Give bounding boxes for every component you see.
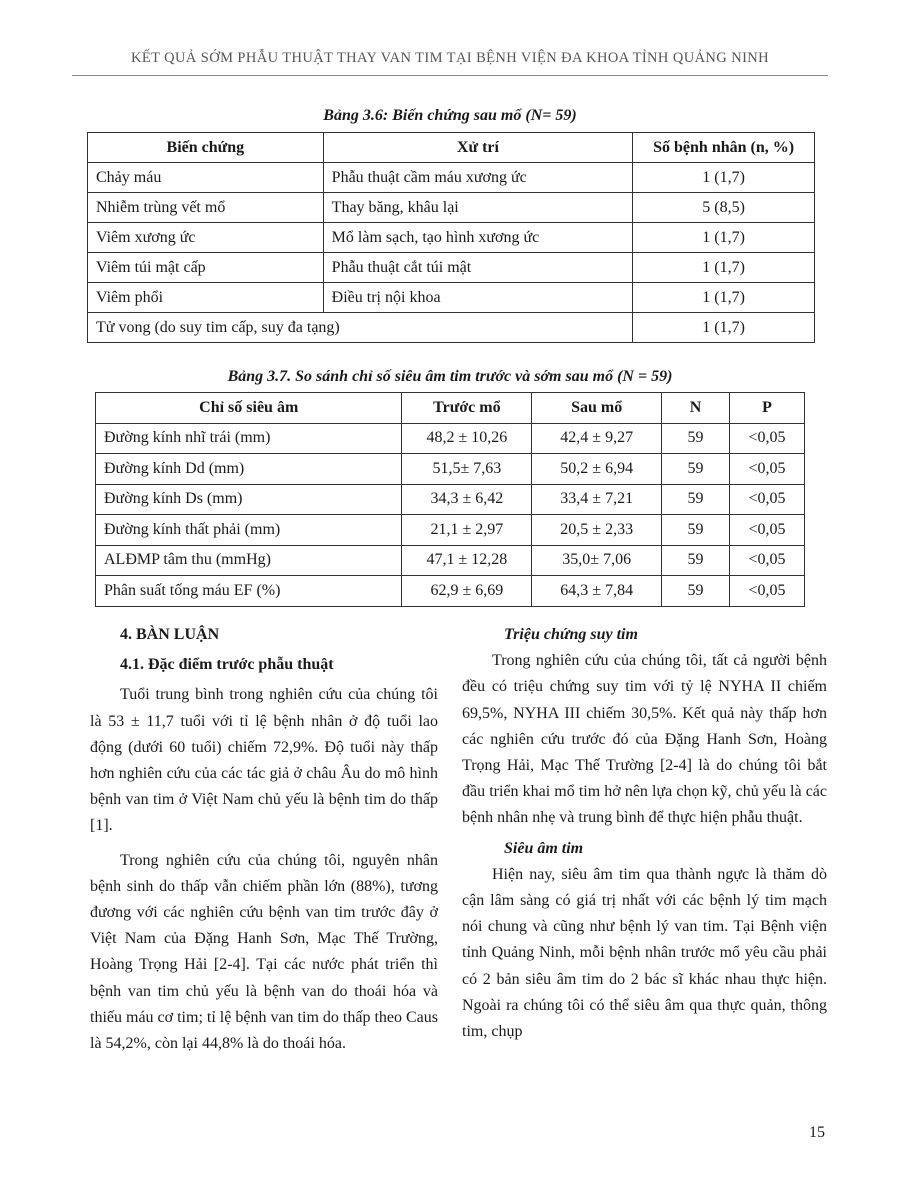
table-header-row bbox=[88, 133, 815, 163]
table-cell: 1 (1,7) bbox=[633, 163, 815, 193]
table-cell: <0,05 bbox=[730, 454, 805, 485]
column-header: Sau mổ bbox=[532, 393, 662, 424]
table-cell: Mổ làm sạch, tạo hình xương ức bbox=[323, 223, 633, 253]
table-row bbox=[96, 576, 805, 607]
complications-table bbox=[87, 132, 815, 343]
table-cell: 33,4 ± 7,21 bbox=[532, 484, 662, 515]
body-paragraph: Hiện nay, siêu âm tim qua thành ngực là thăm dò cận lâm sàng có giá trị nhất với các bệnh lý tim mạch nói chung và cũng như bệnh lý van tim. Tại Bệnh viện tỉnh Quảng Ninh, mỗi bệnh nhân trước mổ yêu cầu phải có 2 bản siêu âm tim do 2 bác sĩ khác nhau thực hiện. Ngoài ra chúng tôi có thể siêu âm qua thực quản, thông tim, chụp bbox=[462, 865, 827, 1041]
table-cell: 50,2 ± 6,94 bbox=[532, 454, 662, 485]
table-cell: Chảy máu bbox=[88, 163, 324, 193]
table-cell: Đường kính nhĩ trái (mm) bbox=[96, 423, 402, 454]
table-cell: 59 bbox=[662, 423, 730, 454]
table-cell: 59 bbox=[662, 454, 730, 485]
body-paragraph: Tuổi trung bình trong nghiên cứu của chúng tôi là 53 ± 11,7 tuổi với tỉ lệ bệnh nhân ở độ tuổi lao động (dưới 60 tuổi) chiếm 72,9%. Độ tuổi này thấp hơn nghiên cứu của các tác giả ở châu Âu do mô hình bệnh van tim ở Việt Nam chủ yếu là bệnh tim do thấp [1]. bbox=[90, 686, 438, 835]
table-cell: 20,5 ± 2,33 bbox=[532, 515, 662, 546]
column-header: Trước mổ bbox=[402, 393, 532, 424]
table-cell: 59 bbox=[662, 515, 730, 546]
table-cell: Đường kính Ds (mm) bbox=[96, 484, 402, 515]
subsection-heading: Siêu âm tim bbox=[504, 839, 584, 857]
subsection-heading: 4.1. Đặc điểm trước phẫu thuật bbox=[120, 656, 334, 674]
table-row bbox=[96, 484, 805, 515]
table-row bbox=[88, 163, 815, 193]
table-cell: 48,2 ± 10,26 bbox=[402, 423, 532, 454]
table-row bbox=[96, 515, 805, 546]
table-cell: Đường kính thất phải (mm) bbox=[96, 515, 402, 546]
table-cell: ALĐMP tâm thu (mmHg) bbox=[96, 545, 402, 576]
table-row bbox=[96, 454, 805, 485]
table-row bbox=[88, 283, 815, 313]
table-cell: 35,0± 7,06 bbox=[532, 545, 662, 576]
table-cell: 47,1 ± 12,28 bbox=[402, 545, 532, 576]
table-cell: 59 bbox=[662, 484, 730, 515]
table-header-row bbox=[96, 393, 805, 424]
left-column bbox=[90, 622, 438, 1057]
table-cell: 64,3 ± 7,84 bbox=[532, 576, 662, 607]
table-cell: Điều trị nội khoa bbox=[323, 283, 633, 313]
table-cell: 1 (1,7) bbox=[633, 313, 815, 343]
table-cell: Phẫu thuật cầm máu xương ức bbox=[323, 163, 633, 193]
table-cell: <0,05 bbox=[730, 576, 805, 607]
column-header: Xử trí bbox=[323, 133, 633, 163]
table-cell: 1 (1,7) bbox=[633, 283, 815, 313]
table-row bbox=[88, 223, 815, 253]
table-row bbox=[88, 313, 815, 343]
column-header: P bbox=[730, 393, 805, 424]
echocardiography-table bbox=[95, 392, 805, 607]
table-cell: 34,3 ± 6,42 bbox=[402, 484, 532, 515]
column-header: N bbox=[662, 393, 730, 424]
table-cell: 51,5± 7,63 bbox=[402, 454, 532, 485]
table-cell: 59 bbox=[662, 576, 730, 607]
table-cell: 5 (8,5) bbox=[633, 193, 815, 223]
table-cell: Viêm xương ức bbox=[88, 223, 324, 253]
column-header: Số bệnh nhân (n, %) bbox=[633, 133, 815, 163]
right-column bbox=[462, 622, 827, 1045]
table-cell: 1 (1,7) bbox=[633, 223, 815, 253]
table-cell: Viêm phổi bbox=[88, 283, 324, 313]
running-header: KẾT QUẢ SỚM PHẪU THUẬT THAY VAN TIM TẠI BỆNH VIỆN ĐA KHOA TỈNH QUẢNG NINH bbox=[72, 50, 828, 76]
section-heading: 4. BÀN LUẬN bbox=[120, 626, 220, 643]
subsection-heading: Triệu chứng suy tim bbox=[504, 626, 638, 643]
table-cell: Viêm túi mật cấp bbox=[88, 253, 324, 283]
table-cell: Phẫu thuật cắt túi mật bbox=[323, 253, 633, 283]
table-cell: <0,05 bbox=[730, 515, 805, 546]
table-cell: 42,4 ± 9,27 bbox=[532, 423, 662, 454]
page-number: 15 bbox=[809, 1124, 825, 1141]
table-cell: <0,05 bbox=[730, 545, 805, 576]
table-cell: Phân suất tống máu EF (%) bbox=[96, 576, 402, 607]
table-cell: 59 bbox=[662, 545, 730, 576]
table-cell: 1 (1,7) bbox=[633, 253, 815, 283]
column-header: Chỉ số siêu âm bbox=[96, 393, 402, 424]
body-paragraph: Trong nghiên cứu của chúng tôi, nguyên nhân bệnh sinh do thấp vẫn chiếm phần lớn (88%), tương đương với các nghiên cứu bệnh van tim trước đây ở Việt Nam của Đặng Hanh Sơn, Mạc Thế Trường, Hoàng Trọng Hải [2-4]. Tại các nước phát triển thì bệnh van tim chủ yếu là bệnh van do thoái hóa và thiếu máu cơ tim; tỉ lệ bệnh van tim do thấp theo Caus là 54,2%, còn lại 44,8% là do thoái hóa. bbox=[90, 851, 438, 1053]
table-cell: <0,05 bbox=[730, 484, 805, 515]
table-row bbox=[96, 545, 805, 576]
table-row bbox=[96, 423, 805, 454]
table-row bbox=[88, 193, 815, 223]
table2-caption: Bảng 3.7. So sánh chỉ số siêu âm tim trước và sớm sau mổ (N = 59) bbox=[227, 368, 673, 385]
table-cell: Nhiễm trùng vết mổ bbox=[88, 193, 324, 223]
table-cell: 62,9 ± 6,69 bbox=[402, 576, 532, 607]
table1-caption: Bảng 3.6: Biến chứng sau mổ (N= 59) bbox=[323, 107, 577, 124]
table-cell: 21,1 ± 2,97 bbox=[402, 515, 532, 546]
table-cell: Tử vong (do suy tim cấp, suy đa tạng) bbox=[88, 313, 633, 343]
table-row bbox=[88, 253, 815, 283]
table-cell: <0,05 bbox=[730, 423, 805, 454]
body-paragraph: Trong nghiên cứu của chúng tôi, tất cả người bệnh đều có triệu chứng suy tim với tỷ lệ NYHA II chiếm 69,5%, NYHA III chiếm 30,5%. Kết quả này thấp hơn các nghiên cứu trước đó của Đặng Hanh Sơn, Hoàng Trọng Hải, Mạc Thế Trường [2-4] là do chúng tôi bắt đầu triển khai mổ tim hở nên lựa chọn kỹ, chủ yếu là các bệnh nhân nhẹ và trung bình để thực hiện phẫu thuật. bbox=[462, 652, 827, 827]
column-header: Biến chứng bbox=[88, 133, 324, 163]
table-cell: Thay băng, khâu lại bbox=[323, 193, 633, 223]
table-cell: Đường kính Dd (mm) bbox=[96, 454, 402, 485]
